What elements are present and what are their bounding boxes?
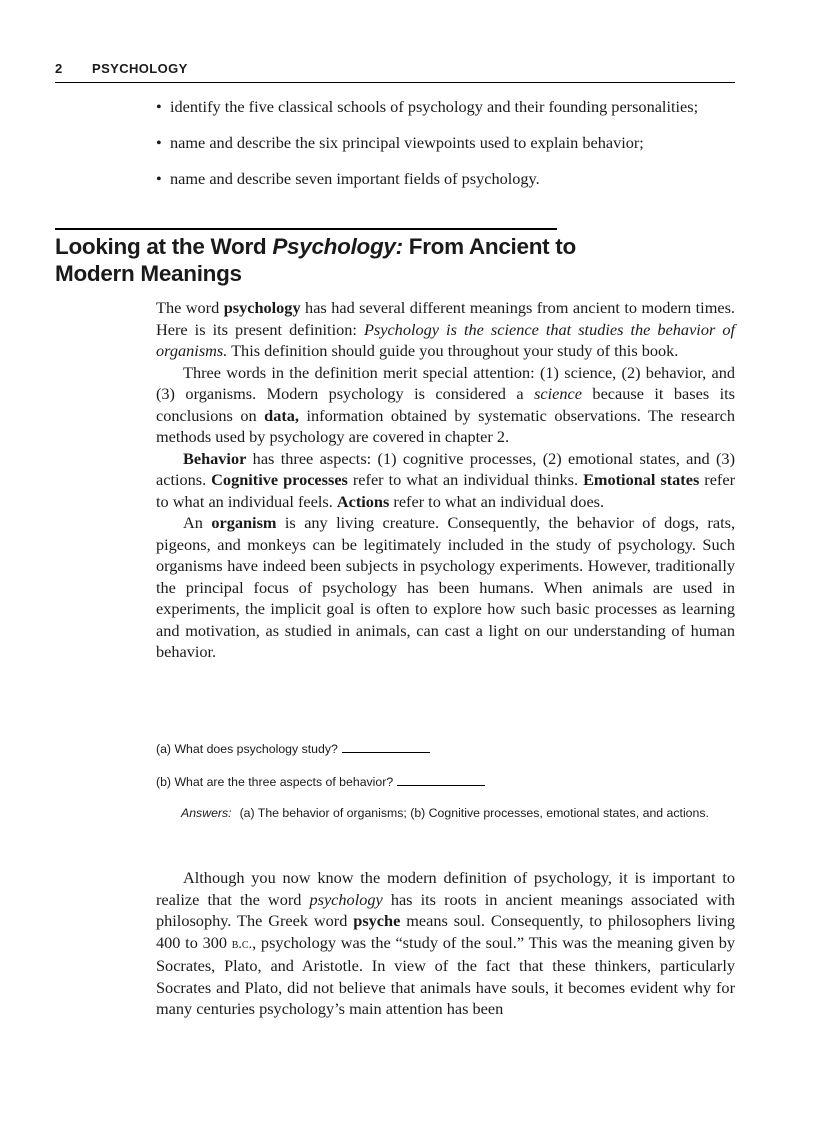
bullet-icon: • bbox=[156, 133, 162, 152]
term-psychology: psychology bbox=[223, 298, 301, 317]
objectives-list bbox=[156, 97, 741, 205]
term-data: data, bbox=[264, 405, 299, 425]
term-behavior: Behavior bbox=[183, 448, 247, 468]
question-text: (a) What does psychology study? bbox=[156, 742, 338, 756]
term-psychology-italic: psychology bbox=[309, 889, 383, 909]
term-actions: Actions bbox=[336, 491, 390, 511]
paragraph-organism: An organism is any living creature. Consequently, the behavior of dogs, rats, pigeons, and monkeys can be legitimately included in the study of psychology. Such organisms have indeed been subjects in psychology experiments. However, traditionally the principal focus of psychology has been humans. When animals are used in experiments, the implicit goal is often to explore how such basic processes as learning and motivation, as studied in animals, can cast a light on our understanding of human behavior. bbox=[156, 513, 736, 661]
body-text-block-continued bbox=[156, 867, 735, 1020]
objective-text: identify the five classical schools of psychology and their founding personalities; bbox=[170, 97, 699, 116]
page-number: 2 bbox=[55, 61, 63, 76]
answer-blank bbox=[397, 774, 485, 786]
term-psyche: psyche bbox=[353, 911, 401, 930]
answers-block bbox=[181, 802, 741, 824]
question-text: (b) What are the three aspects of behavior? bbox=[156, 775, 394, 789]
review-question-b bbox=[156, 774, 741, 790]
objective-text: name and describe the six principal viewpoints used to explain behavior; bbox=[170, 133, 644, 152]
section-heading bbox=[55, 233, 615, 287]
heading-text-end: From Ancient to Modern Meanings bbox=[55, 234, 576, 286]
answers-text: (a) The behavior of organisms; (b) Cognitive processes, emotional states, and actions. bbox=[239, 806, 709, 820]
paragraph-ancient-meanings: Although you now know the modern definition of psychology, it is important to realize that the word psychology has its roots in ancient meanings associated with philosophy. The Greek word psyche means soul. Consequently, to philosophers living 400 to 300 b.c., psychology was the “study of the soul.” This was the meaning given by Socrates, Plato, and Aristotle. In view of the fact that these thinkers, particularly Socrates and Plato, did not believe that animals have souls, it becomes evident why for many centuries psychology’s main attention has been bbox=[156, 868, 735, 1018]
term-science: science bbox=[534, 384, 582, 403]
definition-italic: Psychology is the science that studies the behavior of organisms. bbox=[156, 319, 735, 360]
answer-blank bbox=[342, 741, 430, 753]
running-header bbox=[55, 60, 735, 83]
era-abbreviation: b.c. bbox=[231, 936, 253, 952]
objective-text: name and describe seven important fields of psychology. bbox=[170, 169, 540, 188]
review-question-a bbox=[156, 741, 741, 757]
list-item bbox=[156, 97, 741, 117]
bullet-icon: • bbox=[156, 97, 162, 116]
paragraph-behavior: Behavior has three aspects: (1) cognitive processes, (2) emotional states, and (3) actions. Cognitive processes refer to what an individual thinks. Emotional states refer to what an individual feels. Actions refer to what an individual does. bbox=[156, 448, 735, 511]
answers-label: Answers: bbox=[181, 806, 232, 820]
term-emotional-states: Emotional states bbox=[583, 470, 700, 489]
term-organism: organism bbox=[211, 513, 277, 532]
heading-text: Looking at the Word bbox=[55, 234, 273, 259]
paragraph-three-words: Three words in the definition merit special attention: (1) science, (2) behavior, and (3) organisms. Modern psychology is considered a science because it bases its conclusions on data, information obtained by systematic observations. The research methods used by psychology are covered in chapter 2. bbox=[156, 362, 736, 446]
term-cognitive-processes: Cognitive processes bbox=[211, 470, 348, 489]
heading-italic-word: Psychology: bbox=[272, 234, 403, 259]
body-text-block bbox=[156, 297, 735, 663]
bullet-icon: • bbox=[156, 169, 162, 188]
paragraph-definition: The word psychology has had several different meanings from ancient to modern times. Here is its present definition: Psychology is the science that studies the behavior of organisms. This definition should guide you throughout your study of this book. bbox=[156, 298, 735, 360]
list-item bbox=[156, 133, 741, 153]
section-rule bbox=[55, 228, 557, 230]
running-title: PSYCHOLOGY bbox=[92, 61, 188, 76]
list-item bbox=[156, 169, 741, 189]
